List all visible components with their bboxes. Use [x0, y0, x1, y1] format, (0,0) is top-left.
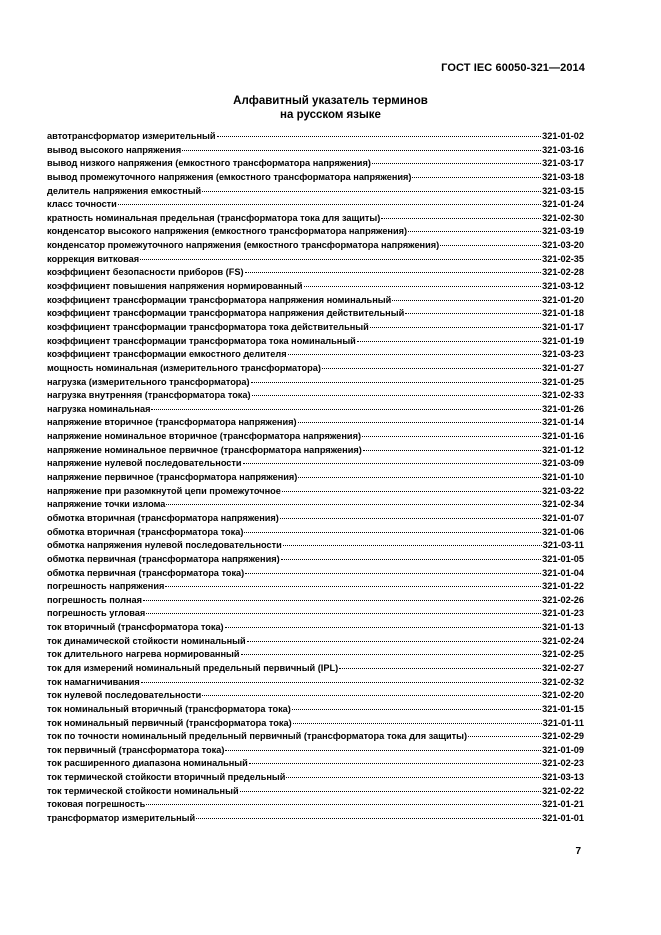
- index-entry-code: 321-03-13: [542, 772, 584, 783]
- index-entry-code: 321-02-20: [542, 690, 584, 701]
- index-entry-code: 321-02-35: [542, 253, 584, 264]
- index-entry: [47, 157, 584, 171]
- index-entry: [47, 662, 584, 676]
- index-entry: [47, 567, 584, 581]
- dot-leader: [363, 450, 541, 451]
- index-entry: [47, 744, 584, 758]
- index-entry: [47, 321, 584, 335]
- index-entry-term: ток намагничивания: [47, 676, 140, 687]
- index-entry-code: 321-01-06: [542, 526, 584, 537]
- index-entry-code: 321-01-24: [542, 199, 584, 210]
- index-entry-term: обмотка первичная (трансформатора тока): [47, 567, 245, 578]
- dot-leader: [252, 395, 542, 396]
- dot-leader: [372, 163, 541, 164]
- index-entry: [47, 348, 584, 362]
- index-entry: [47, 648, 584, 662]
- index-entry: [47, 362, 584, 376]
- index-entry: [47, 280, 584, 294]
- index-entry: [47, 621, 584, 635]
- term-index-list: [47, 130, 584, 826]
- index-entry: [47, 389, 584, 403]
- index-entry-code: 321-01-15: [542, 703, 584, 714]
- index-entry-term: обмотка вторичная (трансформатора тока): [47, 526, 244, 537]
- index-entry-code: 321-02-26: [542, 594, 584, 605]
- index-entry: [47, 212, 584, 226]
- index-entry: [47, 307, 584, 321]
- dot-leader: [249, 763, 541, 764]
- index-entry-code: 321-03-22: [542, 485, 584, 496]
- index-title-line-1: Алфавитный указатель терминов: [233, 95, 428, 107]
- index-entry-code: 321-01-16: [542, 431, 584, 442]
- index-entry-code: 321-03-17: [542, 158, 584, 169]
- index-entry: [47, 171, 584, 185]
- index-entry-code: 321-03-20: [542, 240, 584, 251]
- dot-leader: [217, 136, 542, 137]
- index-entry: [47, 539, 584, 553]
- index-entry-term: нагрузка номинальная: [47, 403, 151, 414]
- dot-leader: [298, 477, 541, 478]
- index-entry: [47, 812, 584, 826]
- index-entry: [47, 771, 584, 785]
- index-entry-term: трансформатор измерительный: [47, 813, 196, 824]
- index-entry-term: погрешность напряжения: [47, 581, 165, 592]
- index-entry-term: токовая погрешность: [47, 799, 146, 810]
- index-entry-term: коэффициент трансформации трансформатора напряжения действительный: [47, 308, 405, 319]
- index-entry-term: коэффициент трансформации трансформатора тока номинальный: [47, 335, 356, 346]
- dot-leader: [245, 272, 542, 273]
- index-entry-term: ток вторичный (трансформатора тока): [47, 622, 224, 633]
- index-entry: [47, 498, 584, 512]
- index-entry-code: 321-01-02: [542, 131, 584, 141]
- index-entry: [47, 130, 584, 144]
- dot-leader: [339, 668, 541, 669]
- index-entry: [47, 798, 584, 812]
- index-entry-code: 321-03-23: [542, 349, 584, 360]
- index-entry: [47, 703, 584, 717]
- index-entry-code: 321-03-09: [542, 458, 584, 469]
- index-entry-term: ток для измерений номинальный предельный первичный (IPL): [47, 662, 339, 673]
- index-entry-code: 321-02-28: [542, 267, 584, 278]
- index-entry-code: 321-02-23: [542, 758, 584, 769]
- dot-leader: [440, 245, 541, 246]
- dot-leader: [304, 286, 542, 287]
- index-entry: [47, 485, 584, 499]
- dot-leader: [202, 695, 541, 696]
- index-entry-code: 321-02-32: [542, 676, 584, 687]
- dot-leader: [408, 231, 541, 232]
- index-entry: [47, 580, 584, 594]
- index-entry: [47, 471, 584, 485]
- dot-leader: [286, 777, 541, 778]
- dot-leader: [166, 504, 541, 505]
- index-entry: [47, 607, 584, 621]
- dot-leader: [225, 627, 541, 628]
- dot-leader: [141, 682, 541, 683]
- dot-leader: [281, 559, 541, 560]
- index-entry: [47, 730, 584, 744]
- index-entry-term: делитель напряжения емкостный: [47, 185, 202, 196]
- index-entry-term: коэффициент повышения напряжения нормированный: [47, 281, 303, 292]
- dot-leader: [196, 818, 541, 819]
- index-entry: [47, 335, 584, 349]
- index-entry-term: кратность номинальная предельная (трансформатора тока для защиты): [47, 212, 381, 223]
- index-entry-term: напряжение при разомкнутой цепи промежуточное: [47, 485, 281, 496]
- dot-leader: [405, 313, 541, 314]
- index-entry-term: напряжение вторичное (трансформатора напряжения): [47, 417, 297, 428]
- dot-leader: [241, 654, 542, 655]
- index-entry-code: 321-02-33: [542, 390, 584, 401]
- index-entry-term: ток первичный (трансформатора тока): [47, 744, 225, 755]
- index-entry-code: 321-01-27: [542, 362, 584, 373]
- dot-leader: [298, 422, 542, 423]
- index-entry-code: 321-03-11: [542, 540, 584, 551]
- index-entry: [47, 444, 584, 458]
- dot-leader: [182, 150, 541, 151]
- index-entry: [47, 526, 584, 540]
- index-entry-term: напряжение номинальное первичное (трансформатора напряжения): [47, 444, 362, 455]
- index-entry-term: напряжение номинальное вторичное (трансформатора напряжения): [47, 431, 361, 442]
- dot-leader: [247, 641, 541, 642]
- index-entry-code: 321-02-24: [542, 635, 584, 646]
- index-entry-term: погрешность полная: [47, 594, 143, 605]
- index-title: [0, 94, 661, 122]
- dot-leader: [251, 382, 542, 383]
- page-number: 7: [575, 846, 581, 857]
- dot-leader: [288, 354, 542, 355]
- index-entry-code: 321-01-05: [542, 553, 584, 564]
- index-entry: [47, 239, 584, 253]
- index-entry: [47, 430, 584, 444]
- dot-leader: [381, 218, 541, 219]
- index-entry-term: мощность номинальная (измерительного трансформатора): [47, 362, 321, 373]
- index-entry-term: ток термической стойкости вторичный предельный: [47, 772, 286, 783]
- index-entry-term: ток длительного нагрева нормированный: [47, 649, 240, 660]
- index-entry-term: обмотка первичная (трансформатора напряжения): [47, 553, 280, 564]
- dot-leader: [240, 791, 542, 792]
- index-entry-code: 321-01-19: [542, 335, 584, 346]
- dot-leader: [146, 613, 541, 614]
- index-entry-code: 321-02-30: [542, 212, 584, 223]
- index-entry-code: 321-01-07: [542, 512, 584, 523]
- dot-leader: [392, 300, 541, 301]
- index-entry-term: коэффициент трансформации трансформатора напряжения номинальный: [47, 294, 392, 305]
- index-entry: [47, 266, 584, 280]
- dot-leader: [280, 518, 541, 519]
- index-entry-term: вывод низкого напряжения (емкостного трансформатора напряжения): [47, 158, 371, 169]
- index-entry-term: обмотка вторичная (трансформатора напряжения): [47, 512, 279, 523]
- index-entry-code: 321-01-11: [542, 717, 584, 728]
- index-entry-code: 321-03-16: [542, 144, 584, 155]
- index-entry-code: 321-01-12: [542, 444, 584, 455]
- index-entry: [47, 403, 584, 417]
- index-entry-term: нагрузка внутренняя (трансформатора тока): [47, 390, 251, 401]
- dot-leader: [146, 804, 541, 805]
- index-entry-code: 321-01-01: [542, 813, 584, 824]
- dot-leader: [151, 409, 541, 410]
- index-entry-code: 321-03-12: [542, 281, 584, 292]
- index-entry: [47, 757, 584, 771]
- index-entry-code: 321-01-10: [542, 472, 584, 483]
- index-entry: [47, 785, 584, 799]
- index-entry: [47, 144, 584, 158]
- index-entry: [47, 294, 584, 308]
- index-entry-code: 321-01-26: [542, 403, 584, 414]
- index-entry-term: класс точности: [47, 199, 117, 210]
- index-entry-code: 321-01-21: [542, 799, 584, 810]
- index-entry: [47, 512, 584, 526]
- standard-designation: ГОСТ IEC 60050-321—2014: [441, 62, 585, 74]
- dot-leader: [245, 573, 541, 574]
- index-entry: [47, 253, 584, 267]
- index-entry-term: ток по точности номинальный предельный первичный (трансформатора тока для защиты): [47, 731, 468, 742]
- index-entry: [47, 635, 584, 649]
- dot-leader: [143, 600, 541, 601]
- index-entry-term: конденсатор высокого напряжения (емкостного трансформатора напряжения): [47, 226, 408, 237]
- index-entry-code: 321-01-23: [542, 608, 584, 619]
- dot-leader: [225, 750, 541, 751]
- dot-leader: [293, 723, 542, 724]
- index-entry: [47, 225, 584, 239]
- index-entry-code: 321-03-19: [542, 226, 584, 237]
- index-entry-code: 321-01-13: [542, 622, 584, 633]
- index-entry-code: 321-02-29: [542, 731, 584, 742]
- index-entry-term: напряжение нулевой последовательности: [47, 458, 242, 469]
- index-entry-term: ток динамической стойкости номинальный: [47, 635, 246, 646]
- dot-leader: [118, 204, 541, 205]
- dot-leader: [412, 177, 541, 178]
- index-entry-code: 321-03-15: [542, 185, 584, 196]
- dot-leader: [283, 545, 542, 546]
- index-entry-term: ток нулевой последовательности: [47, 690, 202, 701]
- dot-leader: [243, 463, 542, 464]
- index-entry-term: напряжение точки излома: [47, 499, 166, 510]
- index-title-line-2: на русском языке: [280, 109, 381, 121]
- dot-leader: [140, 259, 541, 260]
- index-entry-term: ток номинальный первичный (трансформатора тока): [47, 717, 292, 728]
- index-entry-term: автотрансформатор измерительный: [47, 131, 216, 141]
- dot-leader: [357, 341, 541, 342]
- index-entry-term: коэффициент трансформации емкостного делителя: [47, 349, 287, 360]
- dot-leader: [370, 327, 541, 328]
- dot-leader: [202, 191, 541, 192]
- index-entry: [47, 717, 584, 731]
- index-entry-term: обмотка напряжения нулевой последовательности: [47, 540, 282, 551]
- index-entry-code: 321-01-22: [542, 581, 584, 592]
- dot-leader: [165, 586, 541, 587]
- index-entry: [47, 553, 584, 567]
- index-entry-term: коррекция витковая: [47, 253, 140, 264]
- index-entry: [47, 198, 584, 212]
- index-entry-term: погрешность угловая: [47, 608, 146, 619]
- index-entry-term: ток расширенного диапазона номинальный: [47, 758, 248, 769]
- index-entry: [47, 457, 584, 471]
- index-entry: [47, 185, 584, 199]
- index-entry-code: 321-01-14: [542, 417, 584, 428]
- dot-leader: [322, 368, 541, 369]
- index-entry-code: 321-01-04: [542, 567, 584, 578]
- index-entry-code: 321-01-17: [542, 321, 584, 332]
- index-entry-code: 321-01-25: [542, 376, 584, 387]
- index-entry: [47, 416, 584, 430]
- index-entry-term: конденсатор промежуточного напряжения (емкостного трансформатора напряжения): [47, 240, 440, 251]
- index-entry: [47, 689, 584, 703]
- index-entry-code: 321-03-18: [542, 171, 584, 182]
- dot-leader: [362, 436, 541, 437]
- index-entry-term: ток термической стойкости номинальный: [47, 785, 239, 796]
- index-entry-term: коэффициент трансформации трансформатора тока действительный: [47, 321, 369, 332]
- dot-leader: [292, 709, 541, 710]
- index-entry-term: вывод высокого напряжения: [47, 144, 182, 155]
- index-entry-code: 321-02-22: [542, 785, 584, 796]
- index-entry-code: 321-01-20: [542, 294, 584, 305]
- dot-leader: [282, 491, 541, 492]
- index-entry-code: 321-02-27: [542, 662, 584, 673]
- dot-leader: [244, 532, 541, 533]
- index-entry-term: нагрузка (измерительного трансформатора): [47, 376, 250, 387]
- index-entry-term: напряжение первичное (трансформатора напряжения): [47, 472, 298, 483]
- index-entry-term: коэффициент безопасности приборов (FS): [47, 267, 244, 278]
- index-entry: [47, 676, 584, 690]
- index-entry-term: вывод промежуточного напряжения (емкостного трансформатора напряжения): [47, 171, 412, 182]
- index-entry-code: 321-02-34: [542, 499, 584, 510]
- index-entry: [47, 376, 584, 390]
- index-entry-code: 321-01-09: [542, 744, 584, 755]
- index-entry: [47, 594, 584, 608]
- index-entry-code: 321-01-18: [542, 308, 584, 319]
- dot-leader: [468, 736, 541, 737]
- index-entry-term: ток номинальный вторичный (трансформатора тока): [47, 703, 291, 714]
- index-entry-code: 321-02-25: [542, 649, 584, 660]
